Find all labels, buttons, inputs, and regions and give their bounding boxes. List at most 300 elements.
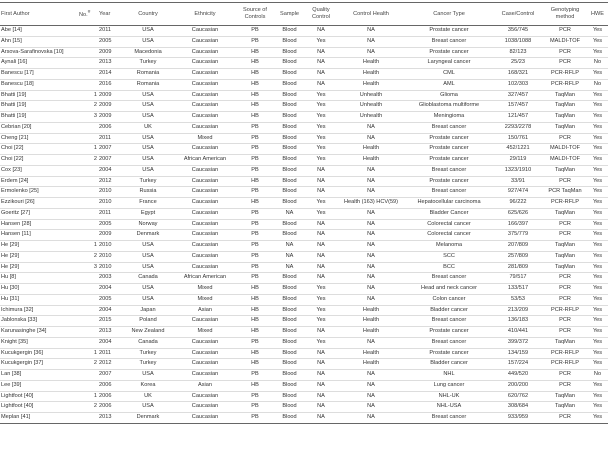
- cell-sample: Blood: [274, 402, 305, 413]
- cell-first-author: Kucukgergin [36]: [0, 348, 78, 359]
- cell-year: 2003: [98, 273, 122, 284]
- cell-cancer-type: Laryngeal cancer: [405, 58, 493, 69]
- cell-hwe: Yes: [587, 241, 608, 252]
- cell-cancer-type: Head and neck cancer: [405, 284, 493, 295]
- table-row: [0, 26, 608, 37]
- cell-control-health: NA: [337, 370, 405, 381]
- cell-case-control: 25/23: [493, 58, 543, 69]
- cell-sample: Blood: [274, 101, 305, 112]
- cell-no: [78, 316, 98, 327]
- cell-hwe: Yes: [587, 262, 608, 273]
- cell-no: [78, 219, 98, 230]
- cell-ethnicity: Caucasian: [174, 359, 236, 370]
- cell-sample: Blood: [274, 165, 305, 176]
- cell-year: 2011: [98, 133, 122, 144]
- cell-country: Denmark: [122, 413, 174, 424]
- cell-first-author: Bhatti [19]: [0, 112, 78, 123]
- cell-hwe: Yes: [587, 327, 608, 338]
- cell-quality-control: Yes: [305, 316, 337, 327]
- cell-control-health: NA: [337, 187, 405, 198]
- cell-case-control: 79/517: [493, 273, 543, 284]
- cell-first-author: Cheng [21]: [0, 133, 78, 144]
- cell-ethnicity: Caucasian: [174, 391, 236, 402]
- cell-quality-control: Yes: [305, 112, 337, 123]
- cell-source-of-controls: PB: [236, 370, 274, 381]
- cell-first-author: Hu [31]: [0, 294, 78, 305]
- cell-source-of-controls: HB: [236, 47, 274, 58]
- cell-sample: Blood: [274, 122, 305, 133]
- cell-year: 2012: [98, 359, 122, 370]
- cell-source-of-controls: PB: [236, 413, 274, 424]
- cell-genotyping-method: PCR TaqMan: [543, 187, 587, 198]
- table-row: [0, 273, 608, 284]
- cell-country: USA: [122, 101, 174, 112]
- cell-control-health: NA: [337, 284, 405, 295]
- cell-genotyping-method: PCR-RFLP: [543, 348, 587, 359]
- cell-genotyping-method: TaqMan: [543, 391, 587, 402]
- cell-hwe: Yes: [587, 305, 608, 316]
- cell-no: 3: [78, 112, 98, 123]
- header-no: [78, 3, 98, 26]
- cell-year: 2011: [98, 26, 122, 37]
- cell-ethnicity: Asian: [174, 305, 236, 316]
- cell-case-control: 281/809: [493, 262, 543, 273]
- cell-country: USA: [122, 155, 174, 166]
- cell-control-health: Health: [337, 155, 405, 166]
- cell-first-author: Kucukgergin [37]: [0, 359, 78, 370]
- cell-quality-control: Yes: [305, 155, 337, 166]
- cell-ethnicity: Caucasian: [174, 90, 236, 101]
- table-row: [0, 413, 608, 424]
- cell-source-of-controls: PB: [236, 273, 274, 284]
- cell-genotyping-method: TaqMan: [543, 241, 587, 252]
- cell-genotyping-method: TaqMan: [543, 402, 587, 413]
- cell-case-control: 96/222: [493, 198, 543, 209]
- cell-case-control: 53/53: [493, 294, 543, 305]
- cell-genotyping-method: TaqMan: [543, 101, 587, 112]
- table-row: [0, 391, 608, 402]
- cell-year: 2009: [98, 230, 122, 241]
- cell-cancer-type: Prostate cancer: [405, 176, 493, 187]
- cell-source-of-controls: PB: [236, 230, 274, 241]
- cell-first-author: Lightfoot [40]: [0, 402, 78, 413]
- cell-first-author: Hu [8]: [0, 273, 78, 284]
- cell-cancer-type: Meningioma: [405, 112, 493, 123]
- cell-control-health: Health: [337, 305, 405, 316]
- cell-cancer-type: Bladder cancer: [405, 305, 493, 316]
- cell-sample: Blood: [274, 47, 305, 58]
- cell-control-health: NA: [337, 165, 405, 176]
- cell-source-of-controls: HB: [236, 69, 274, 80]
- cell-hwe: No: [587, 58, 608, 69]
- cell-control-health: NA: [337, 122, 405, 133]
- cell-source-of-controls: PB: [236, 251, 274, 262]
- cell-hwe: Yes: [587, 284, 608, 295]
- cell-hwe: Yes: [587, 165, 608, 176]
- cell-ethnicity: African American: [174, 273, 236, 284]
- table-row: [0, 176, 608, 187]
- header-quality-control: Quality Control: [305, 3, 337, 26]
- cell-year: 2006: [98, 380, 122, 391]
- cell-year: 2013: [98, 58, 122, 69]
- cell-genotyping-method: MALDI-TOF: [543, 155, 587, 166]
- cell-country: USA: [122, 251, 174, 262]
- cell-control-health: NA: [337, 380, 405, 391]
- cell-source-of-controls: HB: [236, 58, 274, 69]
- cell-genotyping-method: PCR: [543, 294, 587, 305]
- cell-source-of-controls: HB: [236, 294, 274, 305]
- cell-first-author: Erdem [24]: [0, 176, 78, 187]
- cell-no: [78, 187, 98, 198]
- cell-no: [78, 294, 98, 305]
- header-hwe: HWE: [587, 3, 608, 26]
- cell-year: 2005: [98, 219, 122, 230]
- cell-year: 2010: [98, 241, 122, 252]
- cell-ethnicity: Caucasian: [174, 36, 236, 47]
- table-body: [0, 26, 608, 424]
- cell-case-control: 150/761: [493, 133, 543, 144]
- table-row: [0, 359, 608, 370]
- header-no-note: #: [87, 9, 91, 15]
- cell-genotyping-method: TaqMan: [543, 337, 587, 348]
- cell-ethnicity: Caucasian: [174, 402, 236, 413]
- cell-year: 2009: [98, 47, 122, 58]
- cell-cancer-type: Colorectal cancer: [405, 219, 493, 230]
- cell-hwe: Yes: [587, 316, 608, 327]
- cell-ethnicity: Caucasian: [174, 79, 236, 90]
- cell-source-of-controls: HB: [236, 305, 274, 316]
- cell-no: [78, 133, 98, 144]
- cell-genotyping-method: MALDI-TOF: [543, 144, 587, 155]
- cell-hwe: Yes: [587, 155, 608, 166]
- cell-first-author: Cox [23]: [0, 165, 78, 176]
- cell-year: 2010: [98, 198, 122, 209]
- cell-control-health: NA: [337, 47, 405, 58]
- cell-control-health: Health: [337, 348, 405, 359]
- cell-cancer-type: Melanoma: [405, 241, 493, 252]
- cell-control-health: NA: [337, 219, 405, 230]
- cell-sample: Blood: [274, 294, 305, 305]
- cell-first-author: Lee [39]: [0, 380, 78, 391]
- cell-genotyping-method: PCR: [543, 284, 587, 295]
- cell-country: USA: [122, 262, 174, 273]
- cell-source-of-controls: HB: [236, 348, 274, 359]
- cell-hwe: Yes: [587, 230, 608, 241]
- cell-year: 2010: [98, 262, 122, 273]
- header-country: Country: [122, 3, 174, 26]
- table-row: [0, 402, 608, 413]
- cell-first-author: Banescu [18]: [0, 79, 78, 90]
- cell-cancer-type: Prostate cancer: [405, 348, 493, 359]
- cell-sample: Blood: [274, 370, 305, 381]
- cell-hwe: No: [587, 370, 608, 381]
- cell-cancer-type: Breast cancer: [405, 337, 493, 348]
- cell-year: 2009: [98, 101, 122, 112]
- cell-genotyping-method: PCR: [543, 370, 587, 381]
- cell-hwe: Yes: [587, 176, 608, 187]
- cell-country: Korea: [122, 380, 174, 391]
- cell-case-control: 157/224: [493, 359, 543, 370]
- cell-year: 2011: [98, 208, 122, 219]
- cell-quality-control: Yes: [305, 122, 337, 133]
- cell-year: 2009: [98, 90, 122, 101]
- table-row: [0, 251, 608, 262]
- table-row: [0, 47, 608, 58]
- cell-ethnicity: Mixed: [174, 294, 236, 305]
- cell-ethnicity: Mixed: [174, 133, 236, 144]
- cell-sample: Blood: [274, 391, 305, 402]
- cell-country: USA: [122, 370, 174, 381]
- cell-year: 2006: [98, 122, 122, 133]
- cell-control-health: Health: [337, 327, 405, 338]
- cell-country: USA: [122, 241, 174, 252]
- cell-source-of-controls: PB: [236, 36, 274, 47]
- studies-table: [0, 2, 608, 424]
- cell-source-of-controls: HB: [236, 198, 274, 209]
- cell-hwe: Yes: [587, 122, 608, 133]
- cell-cancer-type: Breast cancer: [405, 316, 493, 327]
- cell-hwe: Yes: [587, 198, 608, 209]
- cell-quality-control: NA: [305, 176, 337, 187]
- table-row: [0, 262, 608, 273]
- cell-country: Denmark: [122, 230, 174, 241]
- table-row: [0, 294, 608, 305]
- cell-genotyping-method: PCR-RFLP: [543, 359, 587, 370]
- cell-first-author: He [29]: [0, 251, 78, 262]
- cell-year: 2016: [98, 79, 122, 90]
- cell-no: [78, 208, 98, 219]
- cell-country: Canada: [122, 273, 174, 284]
- cell-country: USA: [122, 144, 174, 155]
- cell-genotyping-method: PCR-RFLP: [543, 69, 587, 80]
- cell-cancer-type: NHL-UK: [405, 391, 493, 402]
- cell-control-health: NA: [337, 241, 405, 252]
- cell-hwe: Yes: [587, 26, 608, 37]
- cell-genotyping-method: TaqMan: [543, 90, 587, 101]
- cell-control-health: NA: [337, 26, 405, 37]
- cell-control-health: Unhealth: [337, 112, 405, 123]
- cell-control-health: Health: [337, 316, 405, 327]
- cell-ethnicity: Caucasian: [174, 101, 236, 112]
- cell-case-control: 29/119: [493, 155, 543, 166]
- cell-quality-control: NA: [305, 391, 337, 402]
- cell-source-of-controls: PB: [236, 144, 274, 155]
- cell-sample: Blood: [274, 90, 305, 101]
- cell-year: 2012: [98, 176, 122, 187]
- table-row: [0, 198, 608, 209]
- cell-cancer-type: NHL-USA: [405, 402, 493, 413]
- cell-quality-control: NA: [305, 327, 337, 338]
- cell-control-health: Health: [337, 359, 405, 370]
- cell-sample: Blood: [274, 155, 305, 166]
- cell-ethnicity: Caucasian: [174, 122, 236, 133]
- cell-control-health: NA: [337, 176, 405, 187]
- cell-source-of-controls: PB: [236, 208, 274, 219]
- cell-first-author: Aynali [16]: [0, 58, 78, 69]
- cell-genotyping-method: PCR: [543, 133, 587, 144]
- cell-case-control: 1323/1910: [493, 165, 543, 176]
- cell-sample: Blood: [274, 348, 305, 359]
- cell-year: 2015: [98, 316, 122, 327]
- cell-case-control: 102/303: [493, 79, 543, 90]
- cell-year: 2007: [98, 144, 122, 155]
- cell-no: 1: [78, 391, 98, 402]
- cell-sample: NA: [274, 262, 305, 273]
- cell-genotyping-method: PCR-RFLP: [543, 79, 587, 90]
- cell-ethnicity: Caucasian: [174, 47, 236, 58]
- cell-sample: Blood: [274, 305, 305, 316]
- cell-case-control: 2293/2278: [493, 122, 543, 133]
- cell-no: 2: [78, 155, 98, 166]
- cell-no: [78, 305, 98, 316]
- cell-genotyping-method: TaqMan: [543, 165, 587, 176]
- cell-ethnicity: Caucasian: [174, 337, 236, 348]
- cell-source-of-controls: HB: [236, 380, 274, 391]
- cell-country: Turkey: [122, 58, 174, 69]
- table-row: [0, 348, 608, 359]
- cell-cancer-type: Prostate cancer: [405, 155, 493, 166]
- cell-country: Romania: [122, 79, 174, 90]
- cell-control-health: NA: [337, 273, 405, 284]
- cell-quality-control: Yes: [305, 305, 337, 316]
- cell-sample: Blood: [274, 133, 305, 144]
- cell-no: [78, 230, 98, 241]
- header-no-label: No.: [79, 12, 88, 19]
- cell-hwe: Yes: [587, 187, 608, 198]
- cell-no: [78, 122, 98, 133]
- table-row: [0, 219, 608, 230]
- cell-source-of-controls: PB: [236, 26, 274, 37]
- header-row: [0, 3, 608, 26]
- table-row: [0, 230, 608, 241]
- cell-genotyping-method: TaqMan: [543, 262, 587, 273]
- cell-sample: NA: [274, 208, 305, 219]
- cell-quality-control: NA: [305, 273, 337, 284]
- cell-case-control: 927/474: [493, 187, 543, 198]
- table-row: [0, 133, 608, 144]
- cell-source-of-controls: PB: [236, 133, 274, 144]
- cell-hwe: Yes: [587, 112, 608, 123]
- cell-case-control: 375/779: [493, 230, 543, 241]
- cell-source-of-controls: HB: [236, 112, 274, 123]
- cell-country: Egypt: [122, 208, 174, 219]
- cell-ethnicity: Caucasian: [174, 348, 236, 359]
- table-row: [0, 90, 608, 101]
- table-row: [0, 155, 608, 166]
- cell-case-control: 625/626: [493, 208, 543, 219]
- cell-first-author: Knight [35]: [0, 337, 78, 348]
- cell-quality-control: Yes: [305, 337, 337, 348]
- cell-case-control: 327/457: [493, 90, 543, 101]
- cell-sample: Blood: [274, 219, 305, 230]
- cell-year: 2013: [98, 413, 122, 424]
- cell-source-of-controls: HB: [236, 359, 274, 370]
- cell-genotyping-method: PCR: [543, 26, 587, 37]
- cell-year: 2006: [98, 402, 122, 413]
- cell-no: 2: [78, 251, 98, 262]
- cell-control-health: NA: [337, 402, 405, 413]
- cell-quality-control: Yes: [305, 101, 337, 112]
- cell-no: 1: [78, 241, 98, 252]
- cell-quality-control: NA: [305, 47, 337, 58]
- cell-cancer-type: Prostate cancer: [405, 47, 493, 58]
- cell-quality-control: NA: [305, 380, 337, 391]
- cell-quality-control: Yes: [305, 90, 337, 101]
- cell-cancer-type: Breast cancer: [405, 36, 493, 47]
- cell-source-of-controls: PB: [236, 337, 274, 348]
- cell-country: Turkey: [122, 348, 174, 359]
- cell-cancer-type: Breast cancer: [405, 413, 493, 424]
- cell-control-health: NA: [337, 230, 405, 241]
- cell-year: 2007: [98, 155, 122, 166]
- table-row: [0, 58, 608, 69]
- cell-year: 2010: [98, 187, 122, 198]
- cell-source-of-controls: HB: [236, 176, 274, 187]
- cell-first-author: Jablonska [33]: [0, 316, 78, 327]
- cell-quality-control: Yes: [305, 208, 337, 219]
- cell-no: 2: [78, 101, 98, 112]
- cell-first-author: Karunasinghe [34]: [0, 327, 78, 338]
- cell-control-health: Health: [337, 58, 405, 69]
- cell-source-of-controls: HB: [236, 90, 274, 101]
- cell-case-control: 1038/1088: [493, 36, 543, 47]
- cell-case-control: 257/809: [493, 251, 543, 262]
- table-row: [0, 337, 608, 348]
- cell-first-author: Lightfoot [40]: [0, 391, 78, 402]
- cell-country: USA: [122, 133, 174, 144]
- cell-first-author: Lan [38]: [0, 370, 78, 381]
- cell-no: [78, 36, 98, 47]
- cell-sample: Blood: [274, 198, 305, 209]
- cell-genotyping-method: PCR: [543, 413, 587, 424]
- cell-year: 2013: [98, 327, 122, 338]
- cell-hwe: Yes: [587, 380, 608, 391]
- cell-source-of-controls: HB: [236, 101, 274, 112]
- cell-ethnicity: Mixed: [174, 327, 236, 338]
- cell-ethnicity: Caucasian: [174, 58, 236, 69]
- cell-cancer-type: Breast cancer: [405, 273, 493, 284]
- header-sample: Sample: [274, 3, 305, 26]
- cell-first-author: Cebrian [20]: [0, 122, 78, 133]
- cell-cancer-type: NHL: [405, 370, 493, 381]
- cell-year: 2007: [98, 370, 122, 381]
- cell-ethnicity: Caucasian: [174, 144, 236, 155]
- cell-cancer-type: Hepatocellular carcinoma: [405, 198, 493, 209]
- cell-quality-control: Yes: [305, 36, 337, 47]
- cell-case-control: 157/457: [493, 101, 543, 112]
- cell-quality-control: Yes: [305, 198, 337, 209]
- cell-control-health: Unhealth: [337, 101, 405, 112]
- cell-sample: Blood: [274, 187, 305, 198]
- cell-ethnicity: Caucasian: [174, 165, 236, 176]
- cell-quality-control: Yes: [305, 133, 337, 144]
- cell-no: [78, 176, 98, 187]
- cell-quality-control: NA: [305, 219, 337, 230]
- cell-control-health: NA: [337, 337, 405, 348]
- cell-control-health: NA: [337, 294, 405, 305]
- cell-no: 2: [78, 402, 98, 413]
- cell-no: 1: [78, 348, 98, 359]
- cell-no: [78, 337, 98, 348]
- cell-cancer-type: Glioma: [405, 90, 493, 101]
- cell-ethnicity: Caucasian: [174, 69, 236, 80]
- cell-no: [78, 198, 98, 209]
- cell-case-control: 134/159: [493, 348, 543, 359]
- cell-quality-control: NA: [305, 26, 337, 37]
- cell-no: 1: [78, 144, 98, 155]
- cell-ethnicity: African American: [174, 155, 236, 166]
- cell-source-of-controls: HB: [236, 327, 274, 338]
